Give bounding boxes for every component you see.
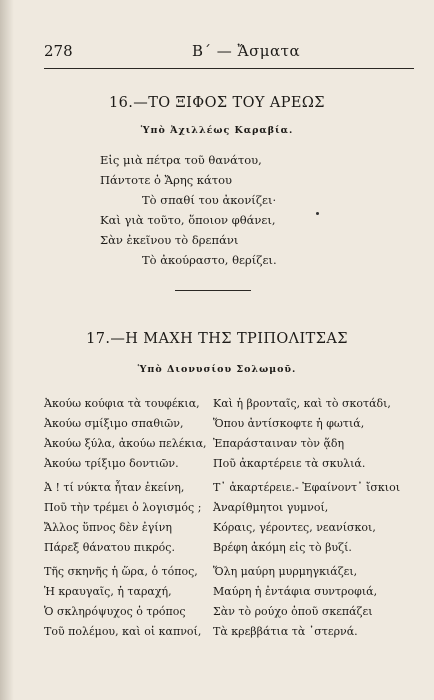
verse-line: Ποῦ ἀκαρτέρειε τὰ σκυλιά. bbox=[213, 457, 366, 470]
verse-line: Κόραις, γέροντες, νεανίσκοι, bbox=[213, 521, 376, 534]
poem-16-byline: Ὑπὸ Ἀχιλλέως Καραβία. bbox=[140, 125, 294, 136]
verse-line: Ἀναρίθμητοι γυμνοί, bbox=[213, 501, 329, 514]
verse-line: Ἀκούω κούφια τὰ τουφέκια, bbox=[44, 397, 200, 410]
verse-line: Ἄλλος ὕπνος δὲν ἐγίνη bbox=[44, 521, 172, 534]
header-rule bbox=[44, 68, 414, 69]
poem-17-left-stanza-1 bbox=[44, 394, 207, 474]
verse-line: Ἐπαράσταιναν τὸν ᾅδη bbox=[213, 437, 345, 450]
verse-line: Τὸ σπαθί του ἀκονίζει· bbox=[142, 193, 277, 207]
verse-line: Τὸ ἀκούραστο, θερίζει. bbox=[142, 253, 277, 267]
verse-line: Ὁ σκληρόψυχος ὁ τρόπος bbox=[44, 605, 186, 618]
poem-17-right-stanza-1 bbox=[213, 394, 391, 474]
poem-17-right-stanza-2 bbox=[213, 478, 400, 558]
verse-line: Ἡ κραυγαῖς, ἡ ταραχή, bbox=[44, 585, 172, 598]
page-number: 278 bbox=[44, 42, 73, 60]
verse-line: Τῆς σκηνῆς ἡ ὥρα, ὁ τόπος, bbox=[44, 565, 198, 578]
ink-speck bbox=[316, 212, 319, 215]
verse-line: Μαύρη ἡ ἐντάφια συντροφιά, bbox=[213, 585, 378, 598]
verse-line: Σὰν ἐκεῖνου τὸ δρεπάνι bbox=[100, 233, 239, 247]
verse-line: Πάρεξ θάνατου πικρός. bbox=[44, 541, 175, 554]
section-separator bbox=[175, 290, 251, 291]
running-head: Β΄ — Ἄσματα bbox=[192, 42, 301, 60]
poem-16-title: 16.—ΤΟ ΞΙΦΟΣ ΤΟΥ ΑΡΕΩΣ bbox=[109, 95, 325, 111]
poem-17-right-stanza-3 bbox=[213, 562, 377, 642]
verse-line: Ἀκούω σμίξιμο σπαθιῶν, bbox=[44, 417, 184, 430]
verse-line: Ποῦ τὴν τρέμει ὁ λογισμός ; bbox=[44, 501, 202, 514]
verse-line: Ἀκούω τρίξιμο δοντιῶν. bbox=[44, 457, 179, 470]
verse-line: Ὅλη μαύρη μυρμηγκιάζει, bbox=[213, 565, 358, 578]
page-header bbox=[44, 42, 412, 64]
poem-17-byline: Ὑπὸ Διονυσίου Σολωμοῦ. bbox=[137, 364, 297, 375]
verse-line: Ὅπου ἀντίσκοφτε ἡ φωτιά, bbox=[213, 417, 365, 430]
verse-line: Σὰν τὸ ρούχο ὁποῦ σκεπάζει bbox=[213, 605, 373, 618]
poem-17-left-stanza-2 bbox=[44, 478, 201, 558]
verse-line: Τ᾽ ἀκαρτέρειε.- Ἐφαίνοντ᾽ ἴσκιοι bbox=[213, 481, 401, 494]
verse-line: Βρέφη ἀκόμη εἰς τὸ βυζί. bbox=[213, 541, 352, 554]
verse-line: Καὶ γιὰ τοῦτο, ὅποιον φθάνει, bbox=[100, 213, 276, 227]
poem-17-left-stanza-3 bbox=[44, 562, 201, 642]
verse-line: Καὶ ἡ βρονταῖς, καὶ τὸ σκοτάδι, bbox=[213, 397, 391, 410]
verse-line: Ἀκούω ξύλα, ἀκούω πελέκια, bbox=[44, 437, 207, 450]
verse-line: Ἀ ! τί νύκτα ἦταν ἐκείνη, bbox=[44, 481, 185, 494]
verse-line: Τὰ κρεββάτια τὰ ᾽στερνά. bbox=[213, 625, 358, 638]
poem-16-stanza bbox=[100, 150, 277, 270]
verse-line: Τοῦ πολέμου, καὶ οἱ καπνοί, bbox=[44, 625, 202, 638]
verse-line: Πάντοτε ὁ Ἄρης κάτου bbox=[100, 173, 233, 187]
poem-17-title: 17.—Η ΜΑΧΗ ΤΗΣ ΤΡΙΠΟΛΙΤΣΑΣ bbox=[86, 331, 348, 347]
verse-line: Εἰς μιὰ πέτρα τοῦ θανάτου, bbox=[100, 153, 262, 167]
